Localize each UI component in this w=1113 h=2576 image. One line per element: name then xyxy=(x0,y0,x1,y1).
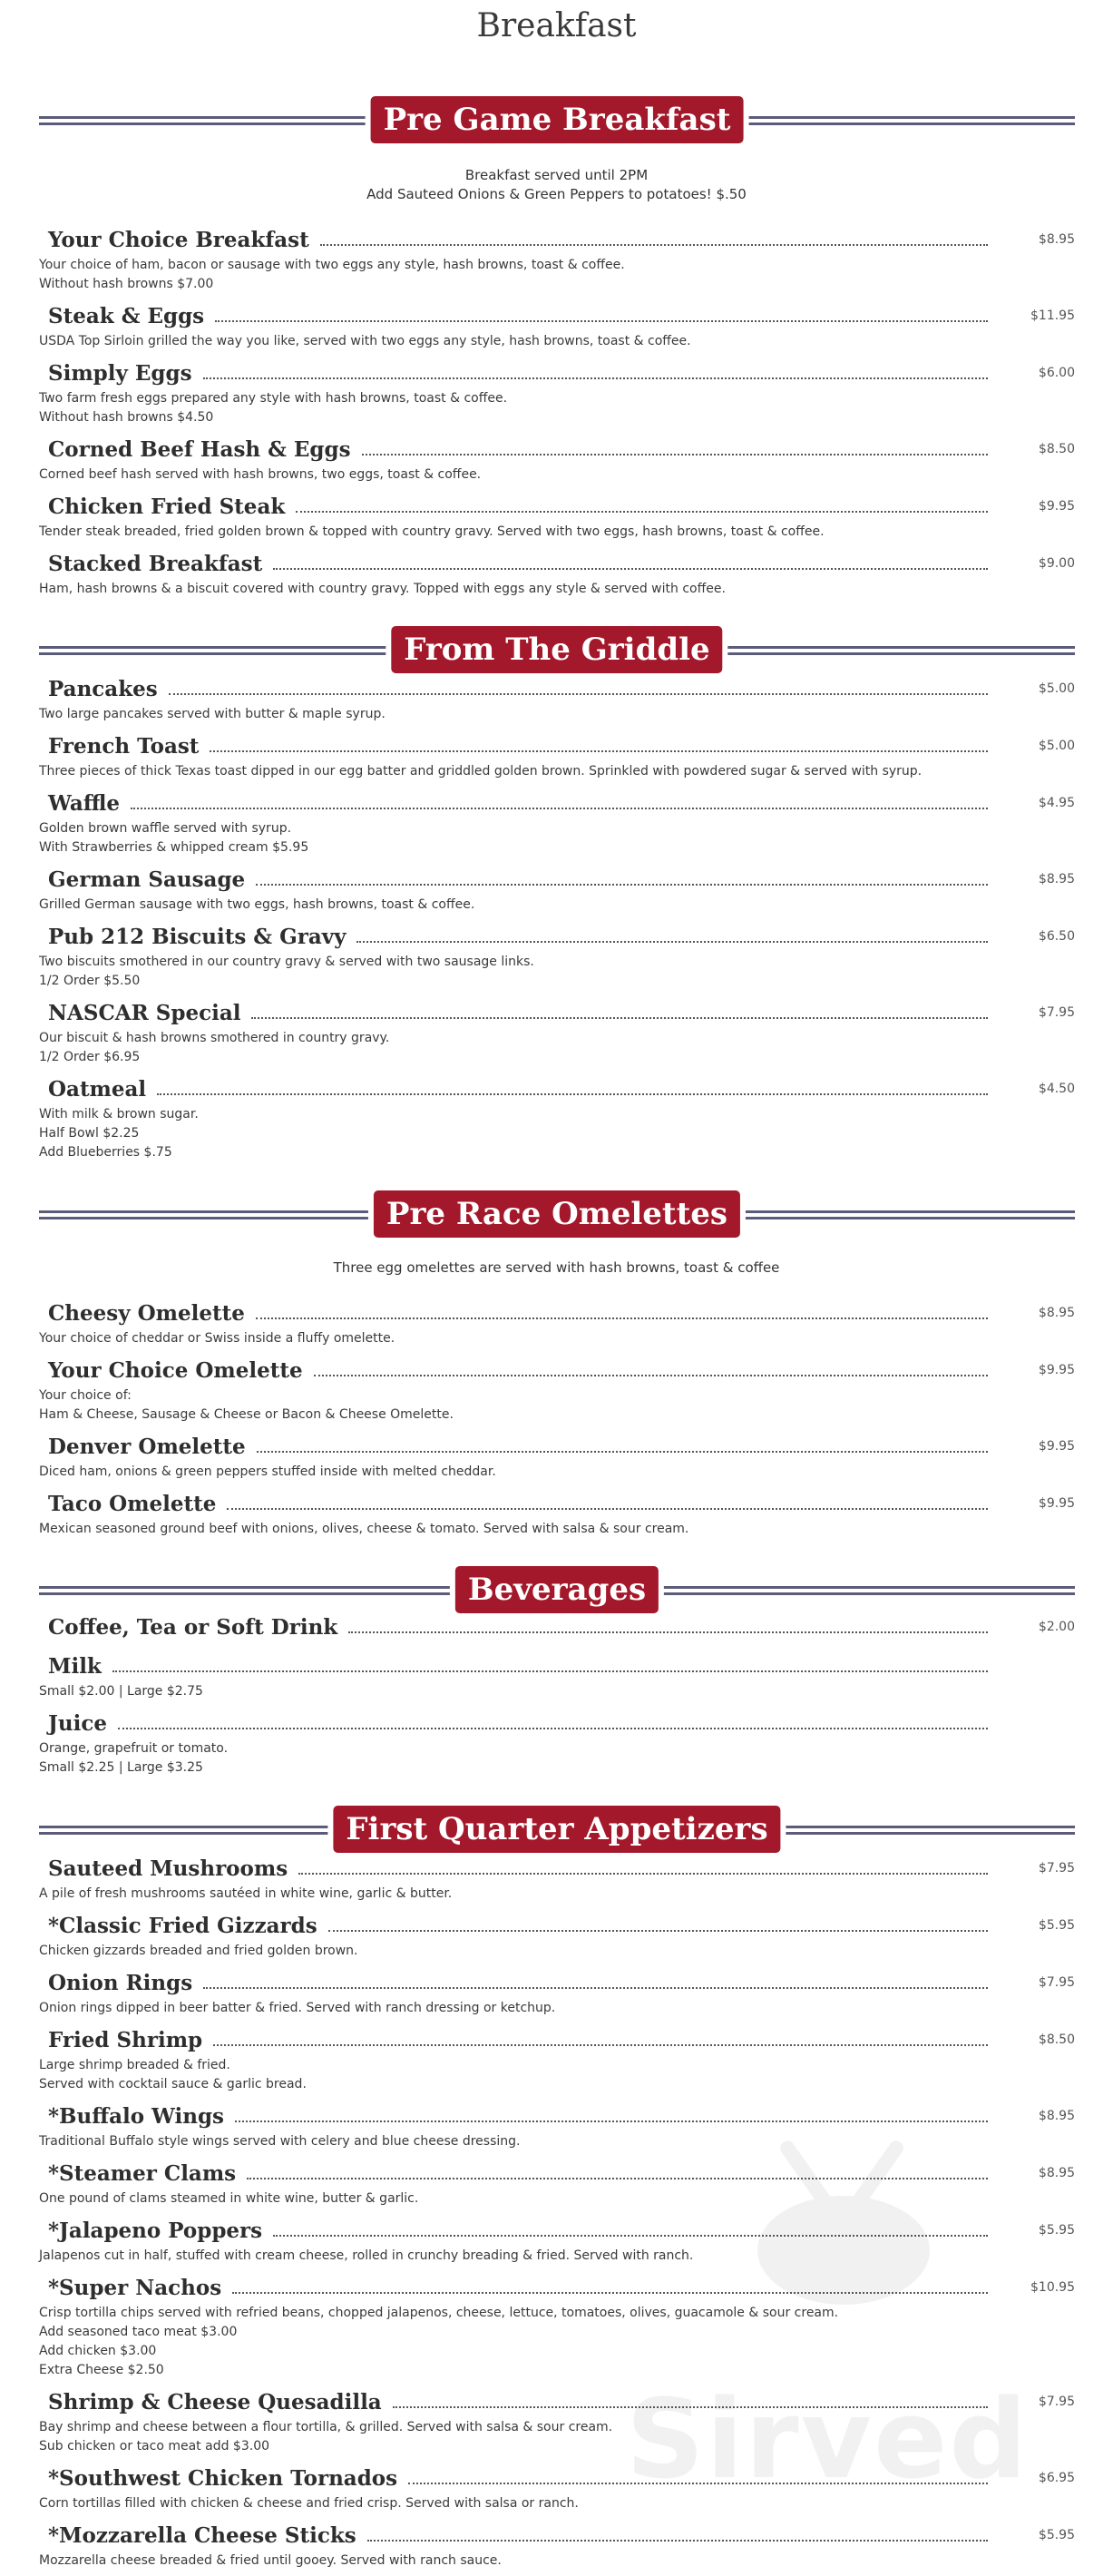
item-price: $7.95 xyxy=(1038,1005,1075,1020)
item-name: Pancakes xyxy=(48,677,158,701)
menu-item xyxy=(39,494,1075,542)
dot-leader xyxy=(298,1873,988,1875)
item-description: Jalapenos cut in half, stuffed with cream cheese, rolled in crunchy breading & fried. Served with ranch. xyxy=(39,2248,694,2263)
item-name: Onion Rings xyxy=(48,1971,193,1995)
item-name: *Steamer Clams xyxy=(48,2161,237,2186)
item-price: $2.00 xyxy=(1038,1620,1075,1634)
dot-leader xyxy=(273,2235,988,2237)
menu-item xyxy=(39,1300,1075,1348)
item-description: Two large pancakes served with butter & maple syrup. xyxy=(39,707,386,721)
item-name: Chicken Fried Steak xyxy=(48,495,286,519)
menu-item xyxy=(39,551,1075,599)
item-name: Fried Shrimp xyxy=(48,2028,203,2052)
dot-leader xyxy=(362,454,988,455)
dot-leader xyxy=(232,2292,988,2294)
menu-item xyxy=(39,436,1075,485)
item-name: Sauteed Mushrooms xyxy=(48,1856,288,1881)
item-description: Tender steak breaded, fried golden brown & topped with country gravy. Served with two eggs, hash browns, toast & coffee. xyxy=(39,524,825,539)
item-name: Waffle xyxy=(48,791,121,816)
dot-leader xyxy=(251,1017,988,1019)
dot-leader xyxy=(314,1375,988,1376)
item-name: Milk xyxy=(48,1654,102,1679)
item-price: $8.95 xyxy=(1038,2109,1075,2123)
menu-item xyxy=(39,2465,1075,2513)
menu-item xyxy=(39,1653,1075,1701)
item-description: Your choice of ham, bacon or sausage with two eggs any style, hash browns, toast & coffee. xyxy=(39,258,625,272)
dot-leader xyxy=(227,1508,988,1510)
section-header-from-the-griddle xyxy=(39,626,1075,677)
item-name: French Toast xyxy=(48,734,200,759)
item-description: Traditional Buffalo style wings served with celery and blue cheese dressing. xyxy=(39,2134,521,2149)
item-name: Steak & Eggs xyxy=(48,304,205,328)
item-price: $5.95 xyxy=(1038,2223,1075,2238)
dot-leader xyxy=(348,1631,988,1633)
item-description: With milk & brown sugar. xyxy=(39,1107,199,1121)
item-name: Your Choice Breakfast xyxy=(48,228,309,252)
menu-item xyxy=(39,1000,1075,1067)
dot-leader xyxy=(296,511,988,513)
item-description: Onion rings dipped in beer batter & fried. Served with ranch dressing or ketchup. xyxy=(39,2001,556,2015)
item-description: Grilled German sausage with two eggs, hash browns, toast & coffee. xyxy=(39,897,475,912)
dot-leader xyxy=(256,884,988,886)
dot-leader xyxy=(320,244,988,246)
section-note: Add Sauteed Onions & Green Peppers to potatoes! $.50 xyxy=(366,186,747,202)
item-name: Juice xyxy=(48,1711,107,1736)
section-title: From The Griddle xyxy=(391,626,722,673)
menu-item xyxy=(39,924,1075,991)
item-description: Corn tortillas filled with chicken & cheese and fried crisp. Served with salsa or ranch. xyxy=(39,2496,579,2511)
item-name: Taco Omelette xyxy=(48,1492,217,1516)
item-name: Coffee, Tea or Soft Drink xyxy=(48,1615,338,1640)
section-header-beverages xyxy=(39,1566,1075,1617)
page-title: Breakfast xyxy=(476,7,637,44)
item-description: Mexican seasoned ground beef with onions, olives, cheese & tomato. Served with salsa & sour cream. xyxy=(39,1522,689,1536)
item-description: Chicken gizzards breaded and fried golden brown. xyxy=(39,1944,358,1958)
dot-leader xyxy=(169,693,988,695)
item-description: Add seasoned taco meat $3.00 xyxy=(39,2325,238,2339)
item-name: *Buffalo Wings xyxy=(48,2104,224,2129)
item-price: $7.95 xyxy=(1038,1861,1075,1876)
item-name: Shrimp & Cheese Quesadilla xyxy=(48,2390,382,2414)
item-price: $8.50 xyxy=(1038,442,1075,456)
item-name: Corned Beef Hash & Eggs xyxy=(48,437,351,462)
item-name: Pub 212 Biscuits & Gravy xyxy=(48,925,347,949)
menu-item xyxy=(39,303,1075,351)
dot-leader xyxy=(257,1451,988,1453)
dot-leader xyxy=(118,1728,988,1729)
item-description: A pile of fresh mushrooms sautéed in white wine, garlic & butter. xyxy=(39,1886,453,1901)
item-description: Served with cocktail sauce & garlic bread. xyxy=(39,2077,307,2091)
menu-item xyxy=(39,2160,1075,2209)
item-price: $11.95 xyxy=(1030,309,1075,323)
item-price: $9.00 xyxy=(1038,556,1075,571)
item-description: Half Bowl $2.25 xyxy=(39,1126,140,1141)
item-description: Two biscuits smothered in our country gravy & served with two sausage links. xyxy=(39,955,534,969)
menu-item xyxy=(39,1710,1075,1778)
item-description: Corned beef hash served with hash browns, two eggs, toast & coffee. xyxy=(39,467,482,482)
item-description: Without hash browns $7.00 xyxy=(39,277,214,291)
item-price: $5.00 xyxy=(1038,681,1075,696)
item-description: Orange, grapefruit or tomato. xyxy=(39,1741,229,1756)
dot-leader xyxy=(131,808,988,809)
section-header-pre-game-breakfast xyxy=(39,96,1075,147)
item-name: *Southwest Chicken Tornados xyxy=(48,2466,398,2491)
item-price: $8.95 xyxy=(1038,232,1075,247)
item-description: With Strawberries & whipped cream $5.95 xyxy=(39,840,309,855)
menu-item xyxy=(39,360,1075,427)
item-description: Your choice of cheddar or Swiss inside a fluffy omelette. xyxy=(39,1331,395,1346)
item-description: Ham & Cheese, Sausage & Cheese or Bacon & Cheese Omelette. xyxy=(39,1407,454,1422)
item-description: One pound of clams steamed in white wine, butter & garlic. xyxy=(39,2191,419,2206)
dot-leader xyxy=(256,1317,988,1319)
item-price: $5.95 xyxy=(1038,1918,1075,1933)
item-description: Bay shrimp and cheese between a flour tortilla, & grilled. Served with salsa & sour cream. xyxy=(39,2420,613,2434)
section-title: Pre Race Omelettes xyxy=(374,1190,740,1238)
item-name: *Mozzarella Cheese Sticks xyxy=(48,2523,356,2548)
menu-item xyxy=(39,2522,1075,2571)
menu-item xyxy=(39,1614,1075,1641)
menu-item xyxy=(39,2218,1075,2266)
dot-leader xyxy=(367,2540,988,2542)
item-description: Small $2.25 | Large $3.25 xyxy=(39,1760,203,1775)
item-name: *Super Nachos xyxy=(48,2276,222,2300)
item-price: $8.95 xyxy=(1038,872,1075,886)
menu-item xyxy=(39,676,1075,724)
dot-leader xyxy=(247,2178,988,2179)
item-price: $9.95 xyxy=(1038,1439,1075,1454)
dot-leader xyxy=(210,750,988,752)
section-title: Beverages xyxy=(455,1566,659,1613)
item-price: $8.50 xyxy=(1038,2032,1075,2047)
item-price: $10.95 xyxy=(1030,2280,1075,2295)
menu-item xyxy=(39,733,1075,781)
item-name: Simply Eggs xyxy=(48,361,192,386)
menu-item xyxy=(39,1076,1075,1162)
item-price: $7.95 xyxy=(1038,1975,1075,1990)
item-price: $4.95 xyxy=(1038,796,1075,810)
item-description: Diced ham, onions & green peppers stuffed inside with melted cheddar. xyxy=(39,1464,496,1479)
item-description: Large shrimp breaded & fried. xyxy=(39,2058,230,2072)
item-price: $9.95 xyxy=(1038,1496,1075,1511)
menu-item xyxy=(39,1434,1075,1482)
menu-item xyxy=(39,2103,1075,2151)
item-price: $6.50 xyxy=(1038,929,1075,944)
item-description: Your choice of: xyxy=(39,1388,132,1403)
item-description: Ham, hash browns & a biscuit covered with country gravy. Topped with eggs any style & served with coffee. xyxy=(39,582,726,596)
item-price: $9.95 xyxy=(1038,499,1075,514)
item-description: Small $2.00 | Large $2.75 xyxy=(39,1684,203,1699)
item-name: Cheesy Omelette xyxy=(48,1301,245,1326)
item-description: 1/2 Order $6.95 xyxy=(39,1050,141,1064)
item-price: $8.95 xyxy=(1038,1306,1075,1320)
item-description: Add Blueberries $.75 xyxy=(39,1145,172,1160)
item-description: 1/2 Order $5.50 xyxy=(39,974,141,988)
item-description: Three pieces of thick Texas toast dipped in our egg batter and griddled golden brown. Sprinkled with powdered sugar & served with syrup. xyxy=(39,764,923,779)
dot-leader xyxy=(215,320,988,322)
item-name: Denver Omelette xyxy=(48,1435,246,1459)
item-price: $5.00 xyxy=(1038,739,1075,753)
dot-leader xyxy=(157,1093,988,1095)
menu-item xyxy=(39,1491,1075,1539)
dot-leader xyxy=(328,1930,988,1932)
item-description: Sub chicken or taco meat add $3.00 xyxy=(39,2439,270,2454)
menu-item xyxy=(39,1856,1075,1904)
item-description: USDA Top Sirloin grilled the way you like, served with two eggs any style, hash browns, toast & coffee. xyxy=(39,334,691,348)
menu-item xyxy=(39,2389,1075,2456)
item-name: Oatmeal xyxy=(48,1077,147,1102)
menu-item xyxy=(39,1357,1075,1425)
section-header-pre-race-omelettes xyxy=(39,1190,1075,1241)
item-name: NASCAR Special xyxy=(48,1001,241,1025)
dot-leader xyxy=(203,1987,988,1989)
menu-item xyxy=(39,867,1075,915)
dot-leader xyxy=(235,2121,988,2122)
section-title: First Quarter Appetizers xyxy=(333,1806,780,1853)
menu-item xyxy=(39,2027,1075,2094)
item-description: Without hash browns $4.50 xyxy=(39,410,214,425)
item-price: $9.95 xyxy=(1038,1363,1075,1377)
item-price: $7.95 xyxy=(1038,2395,1075,2409)
item-price: $4.50 xyxy=(1038,1082,1075,1096)
dot-leader xyxy=(273,568,988,570)
dot-leader xyxy=(408,2483,988,2484)
watermark-text: Sirved xyxy=(626,2377,1030,2503)
menu-item xyxy=(39,227,1075,294)
dot-leader xyxy=(213,2044,988,2046)
dot-leader xyxy=(112,1670,988,1672)
section-note: Three egg omelettes are served with hash browns, toast & coffee xyxy=(333,1259,780,1276)
item-description: Two farm fresh eggs prepared any style with hash browns, toast & coffee. xyxy=(39,391,508,406)
menu-item xyxy=(39,790,1075,857)
item-description: Mozzarella cheese breaded & fried until gooey. Served with ranch sauce. xyxy=(39,2553,502,2568)
item-description: Add chicken $3.00 xyxy=(39,2344,157,2358)
dot-leader xyxy=(393,2406,988,2408)
item-description: Golden brown waffle served with syrup. xyxy=(39,821,292,836)
section-note: Breakfast served until 2PM xyxy=(464,167,649,183)
item-name: Your Choice Omelette xyxy=(48,1358,303,1383)
section-title: Pre Game Breakfast xyxy=(371,96,744,143)
dot-leader xyxy=(356,941,988,943)
dot-leader xyxy=(203,377,988,379)
item-description: Crisp tortilla chips served with refried beans, chopped jalapenos, cheese, lettuce, tomatoes, olives, guacamole & sour cream. xyxy=(39,2306,839,2320)
item-name: *Jalapeno Poppers xyxy=(48,2218,263,2243)
item-name: *Classic Fried Gizzards xyxy=(48,1914,317,1938)
section-header-first-quarter-appetizers xyxy=(39,1806,1075,1856)
item-price: $8.95 xyxy=(1038,2166,1075,2180)
item-price: $6.00 xyxy=(1038,366,1075,380)
item-price: $5.95 xyxy=(1038,2528,1075,2542)
item-name: Stacked Breakfast xyxy=(48,552,263,576)
item-description: Extra Cheese $2.50 xyxy=(39,2363,164,2377)
item-name: German Sausage xyxy=(48,867,246,892)
menu-item xyxy=(39,1970,1075,2018)
item-price: $6.95 xyxy=(1038,2471,1075,2485)
menu-item xyxy=(39,2275,1075,2380)
menu-item xyxy=(39,1913,1075,1961)
item-description: Our biscuit & hash browns smothered in country gravy. xyxy=(39,1031,390,1045)
